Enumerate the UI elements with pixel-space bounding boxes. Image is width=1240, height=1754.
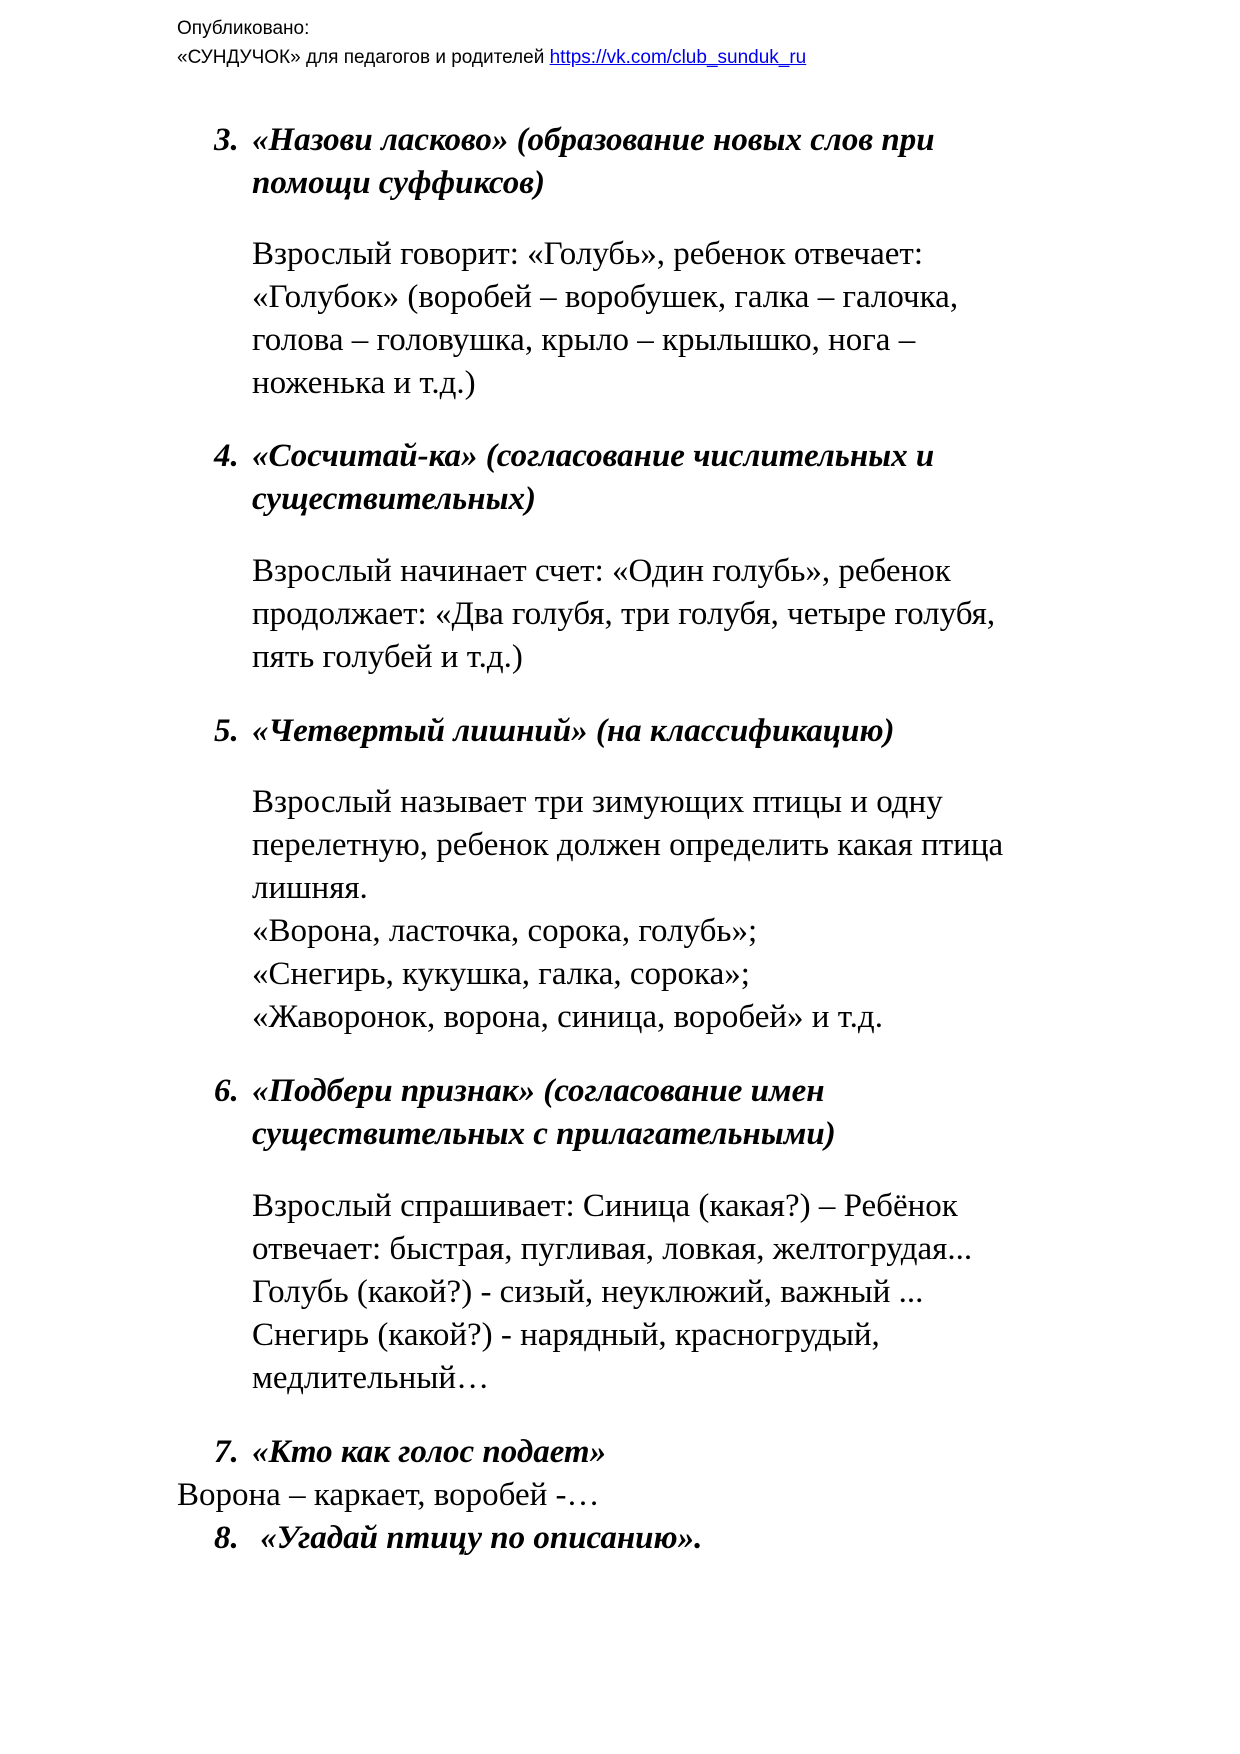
text-line: «Голубок» (воробей – воробушек, галка – галочка, xyxy=(252,279,959,315)
item-number: 7. xyxy=(214,1434,239,1470)
item-title xyxy=(214,1070,836,1156)
text-line: «Ворона, ласточка, сорока, голубь»; xyxy=(252,913,758,949)
item-title xyxy=(214,435,934,521)
text-line: продолжает: «Два голубя, три голубя, четыре голубя, xyxy=(252,596,996,632)
text-line: Взрослый называет три зимующих птицы и одну xyxy=(252,784,943,820)
item-title-text: «Четвертый лишний» (на классификацию) xyxy=(252,713,895,749)
text-line: Взрослый говорит: «Голубь», ребенок отвечает: xyxy=(252,236,924,272)
item-title-text: «Сосчитай-ка» (согласование числительных и xyxy=(252,438,935,474)
item-title-line xyxy=(214,1431,606,1474)
text-line: Взрослый начинает счет: «Один голубь», ребенок xyxy=(252,553,951,589)
item-title-text: «Подбери признак» (согласование имен xyxy=(252,1073,825,1109)
publisher-line xyxy=(177,43,806,72)
publisher-name: «СУНДУЧОК» для педагогов и родителей xyxy=(177,47,550,68)
item-title xyxy=(214,1431,606,1474)
text-line: медлительный… xyxy=(252,1360,490,1396)
text-line: «Снегирь, кукушка, галка, сорока»; xyxy=(252,956,750,992)
item-description xyxy=(252,781,1003,1039)
item-title-text: «Кто как голос подает» xyxy=(252,1434,607,1470)
item-title-line xyxy=(214,710,895,753)
item-title-line: существительных с прилагательными) xyxy=(252,1116,836,1152)
text-line: «Жаворонок, ворона, синица, воробей» и т.д. xyxy=(252,999,883,1035)
item-title-line xyxy=(214,119,935,162)
item-description xyxy=(252,233,958,405)
item-title-text: «Угадай птицу по описанию». xyxy=(252,1520,703,1556)
item-title-line xyxy=(214,1070,836,1113)
text-line: лишняя. xyxy=(252,870,368,906)
text-line: Взрослый спрашивает: Синица (какая?) – Ребёнок xyxy=(252,1188,958,1224)
item-title-line: помощи суффиксов) xyxy=(252,165,545,201)
item-title-line xyxy=(214,1517,702,1560)
item-description xyxy=(252,1185,972,1400)
text-line: пять голубей и т.д.) xyxy=(252,639,523,675)
item-number: 3. xyxy=(214,122,239,158)
published-label: Опубликовано: xyxy=(177,18,310,39)
item-example: Ворона – каркает, воробей -… xyxy=(177,1477,600,1513)
publisher-link[interactable]: https://vk.com/club_sunduk_ru xyxy=(549,47,807,68)
text-line: перелетную, ребенок должен определить какая птица xyxy=(252,827,1004,863)
text-line: отвечает: быстрая, пугливая, ловкая, желтогрудая... xyxy=(252,1231,973,1267)
item-number: 5. xyxy=(214,713,239,749)
text-line: Снегирь (какой?) - нарядный, красногрудый, xyxy=(252,1317,880,1353)
text-line: ноженька и т.д.) xyxy=(252,365,476,401)
item-number: 4. xyxy=(214,438,239,474)
item-title xyxy=(214,1517,702,1560)
text-line: Голубь (какой?) - сизый, неуклюжий, важный ... xyxy=(252,1274,924,1310)
item-title-line: существительных) xyxy=(252,481,536,517)
item-title xyxy=(214,119,935,205)
item-title-line xyxy=(214,435,934,478)
item-title-text: «Назови ласково» (образование новых слов при xyxy=(252,122,935,158)
item-title xyxy=(214,710,895,753)
publication-header xyxy=(177,14,806,72)
item-description xyxy=(252,550,995,679)
item-number: 8. xyxy=(214,1520,239,1556)
text-line: голова – головушка, крыло – крылышко, нога – xyxy=(252,322,916,358)
item-number: 6. xyxy=(214,1073,239,1109)
